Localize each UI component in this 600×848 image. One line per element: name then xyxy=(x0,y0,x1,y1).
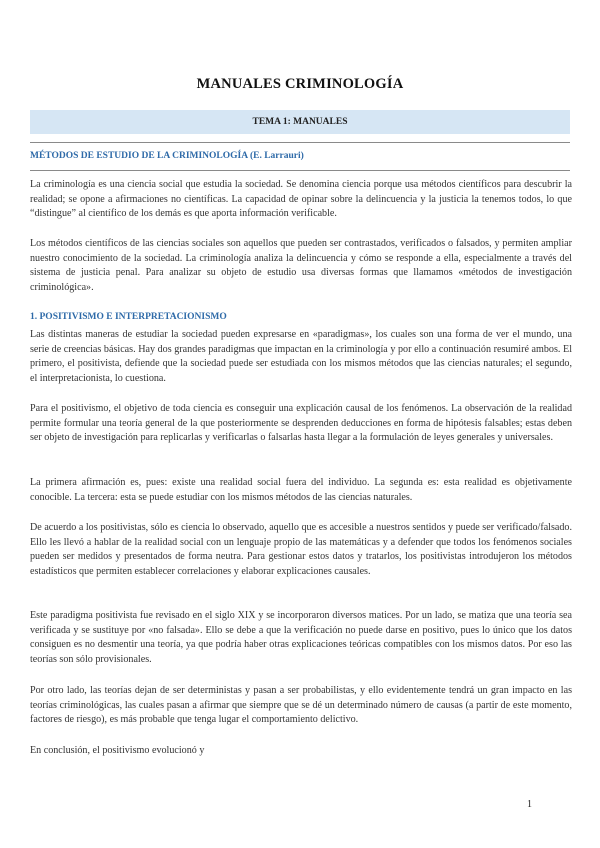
divider-top xyxy=(30,142,570,143)
page-number: 1 xyxy=(527,799,532,810)
paragraph-8: Por otro lado, las teorías dejan de ser deterministas y pasan a ser probabilistas, y ello evidentemente tendrá un gran impacto en las teorías criminológicas, las cuales pasan a afirmar que siempre que se dé un determinado número de causas (a partir de este momento, factores de riesgo), es más probable que tenga lugar el comportamiento delictivo. xyxy=(30,685,572,726)
divider-bottom xyxy=(30,170,570,171)
paragraph-1: La criminología es una ciencia social que estudia la sociedad. Se denomina ciencia porque usa métodos científicos para descubrir la realidad; se opone a afirmaciones no científicas. La capacidad de opinar sobre la delincuencia y la justicia la tenemos todos, lo que “distingue” al científico de los demás es que aporta información verificable. xyxy=(30,179,572,220)
paragraph-5: La primera afirmación es, pues: existe una realidad social fuera del individuo. La segunda es: esta realidad es objetivamente conocible. La tercera: esta se puede estudiar con los mismos métodos de las ciencias naturales. xyxy=(30,477,572,503)
paragraph-7: Este paradigma positivista fue revisado en el siglo XIX y se incorporaron diversos matices. Por un lado, se matiza que una teoría sea verificada y se sustituye por «no falsada». Ello se debe a que la verificación no puede darse en positivo, pues lo único que los datos consiguen es no desmentir una teoría, ya que podría haber otras explicaciones teóricas compatibles con los mismos datos. Por eso las teorías son sólo provisionales. xyxy=(30,610,572,666)
section-heading: MÉTODOS DE ESTUDIO DE LA CRIMINOLOGÍA (E. Larrauri) xyxy=(30,151,304,161)
subsection-heading: 1. POSITIVISMO E INTERPRETACIONISMO xyxy=(30,312,227,322)
tema-banner xyxy=(30,110,570,134)
paragraph-9: En conclusión, el positivismo evolucionó y xyxy=(30,745,205,756)
paragraph-3: Las distintas maneras de estudiar la sociedad pueden expresarse en «paradigmas», los cuales son una forma de ver el mundo, una serie de creencias básicas. Hay dos grandes paradigmas que impactan en la criminología y por ello a continuación resumiré ambos. El primero, el positivista, defiende que la sociedad puede ser estudiada con los mismos métodos que las ciencias naturales; el segundo, el interpretacionista, lo cuestiona. xyxy=(30,329,572,385)
paragraph-6: De acuerdo a los positivistas, sólo es ciencia lo observado, aquello que es accesible a nuestros sentidos y puede ser verificado/falsado. Ello les llevó a hablar de la realidad social con un lenguaje propio de las matemáticas y a defender que todos los fenómenos sociales pueden ser medidos y presentados de forma neutra. Para gestionar estos datos y tratarlos, los positivistas introdujeron los métodos estadísticos que permiten establecer correlaciones y elaborar explicaciones causales. xyxy=(30,522,572,578)
paragraph-2: Los métodos científicos de las ciencias sociales son aquellos que pueden ser contrastados, verificados o falsados, y permiten ampliar nuestro conocimiento de la sociedad. La criminología analiza la delincuencia y cómo se responde a ella, especialmente a través del sistema de justicia penal. Para analizar su objeto de estudio usa diversas formas que llamamos «métodos de investigación criminológica». xyxy=(30,238,572,294)
tema-label: TEMA 1: MANUALES xyxy=(252,117,348,127)
document-title: MANUALES CRIMINOLOGÍA xyxy=(196,76,404,92)
paragraph-4: Para el positivismo, el objetivo de toda ciencia es conseguir una explicación causal de los fenómenos. La observación de la realidad permite formular una teoría general de la que posteriormente se desprenden deducciones en forma de hipótesis falsables; estas deben ser objeto de investigación para replicarlas y verificarlas o falsarlas hasta llegar a la formulación de leyes generales y universales. xyxy=(30,403,572,444)
